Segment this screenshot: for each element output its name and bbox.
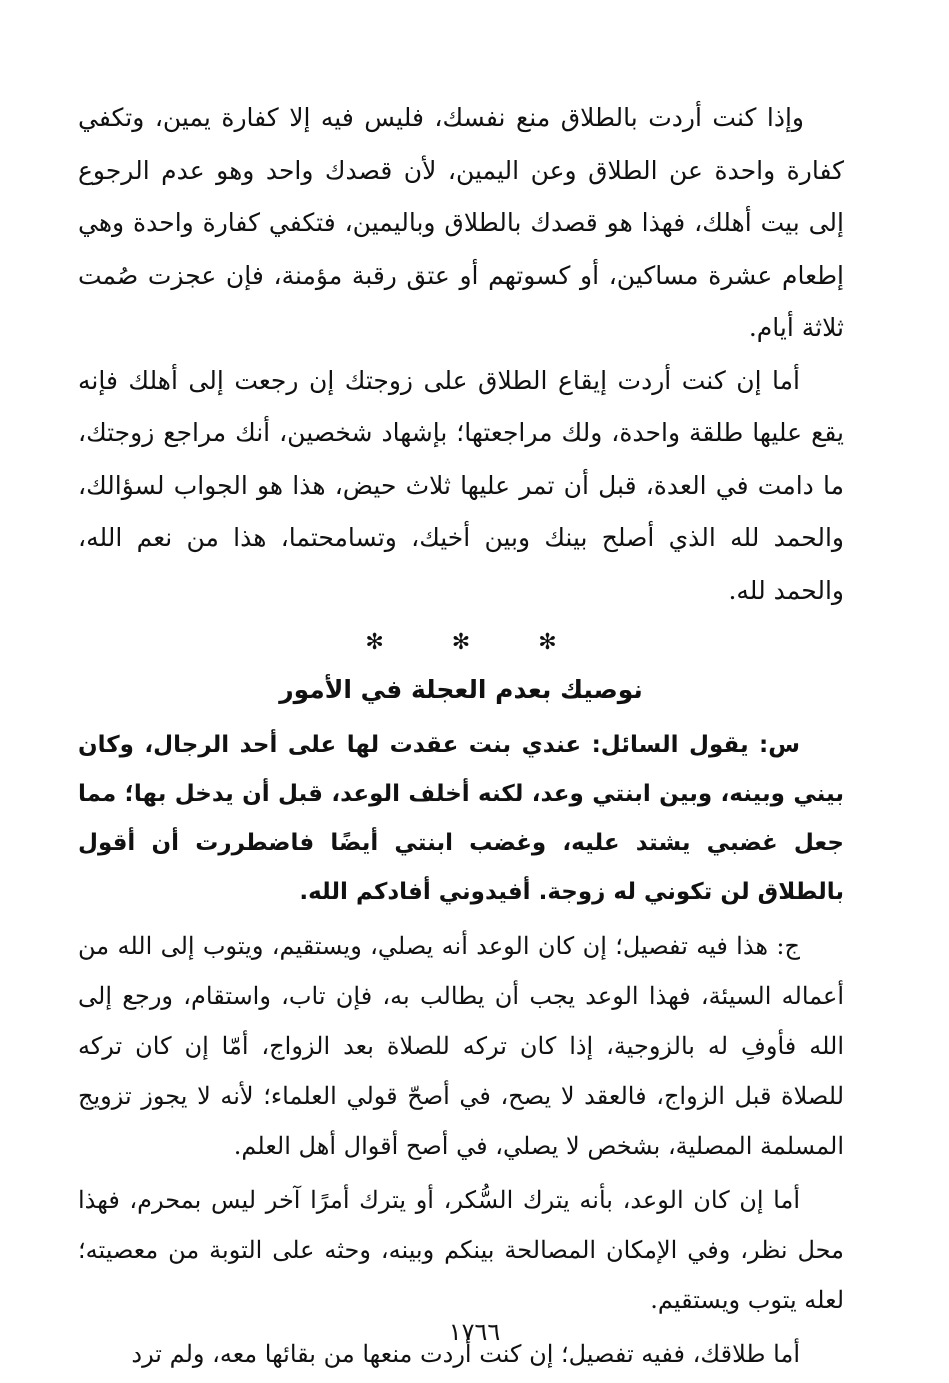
paragraph-divorce-ruling: أما إن كنت أردت إيقاع الطلاق على زوجتك إن رجعت إلى أهلك فإنه يقع عليها طلقة واحدة، ولك مراجعتها؛ بإشهاد شخصين، أنك مراجع زوجتك، ما دامت في العدة، قبل أن تمر عليها ثلاث حيض، هذا هو الجواب لسؤالك، والحمد لله الذي أصلح بينك وبين أخيك، وتسامحتما، هذا من نعم الله، والحمد لله.	[78, 365, 844, 605]
answer-paragraph: أما إن كان الوعد، بأنه يترك السُّكر، أو يترك أمرًا آخر ليس بمحرم، فهذا محل نظر، وفي الإمكان المصالحة بينكم وبينه، وحثه على التوبة من معصيته؛ لعله يتوب ويستقيم.	[78, 1186, 844, 1314]
answer-paragraph: ج: هذا فيه تفصيل؛ إن كان الوعد أنه يصلي، ويستقيم، ويتوب إلى الله من أعماله السيئة، فهذا الوعد يجب أن يطالب به، فإن تاب، واستقام، ورجع إلى الله فأوفِ له بالزوجية، إذا كان تركه للصلاة بعد الزواج، أمّا إن كان تركه للصلاة قبل الزواج، فالعقد لا يصح، في أصحّ قولي العلماء؛ لأنه لا يجوز تزويج المسلمة المصلية، بشخص لا يصلي، في أصح أقوال أهل العلم.	[78, 932, 845, 1160]
star-icon: ✻	[451, 630, 471, 655]
question-paragraph: س: يقول السائل: عندي بنت عقدت لها على أحد الرجال، وكان بيني وبينه، وبين ابنتي وعد، لكنه أخلف الوعد، قبل أن يدخل بها؛ مما جعل غضبي يشتد عليه، وغضب ابنتي أيضًا فاضطررت أن أقول بالطلاق لن تكوني له زوجة. أفيدوني أفادكم الله.	[78, 732, 844, 905]
page-body	[78, 92, 844, 1379]
paragraph-expiation: وإذا كنت أردت بالطلاق منع نفسك، فليس فيه إلا كفارة يمين، وتكفي كفارة واحدة عن الطلاق وعن اليمين، لأن قصدك واحد وهو عدم الرجوع إلى بيت أهلك، فهذا هو قصدك بالطلاق وباليمين، فتكفي كفارة واحدة وهي إطعام عشرة مساكين، أو كسوتهم أو عتق رقبة مؤمنة، فإن عجزت صُمت ثلاثة أيام.	[78, 103, 844, 342]
page-number: ١٧٦٦	[448, 1318, 501, 1346]
section-title: نوصيك بعدم العجلة في الأمور	[279, 675, 643, 704]
star-icon: ✻	[365, 630, 384, 655]
section-separator	[78, 621, 844, 665]
star-icon: ✻	[538, 630, 557, 655]
answer-paragraph: أما طلاقك، ففيه تفصيل؛ إن كنت أردت منعها من بقائها معه، ولم ترد	[131, 1340, 800, 1368]
